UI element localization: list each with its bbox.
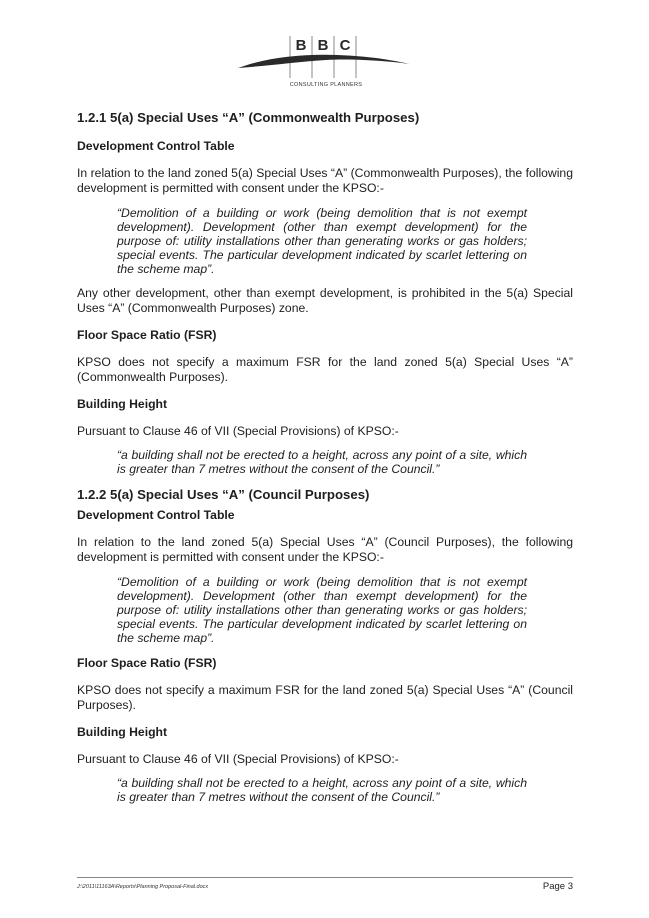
subheading: Development Control Table <box>77 508 235 522</box>
bbc-logo <box>236 34 412 96</box>
paragraph: Pursuant to Clause 46 of VII (Special Provisions) of KPSO:- <box>77 752 399 766</box>
paragraph: KPSO does not specify a maximum FSR for the land zoned 5(a) Special Uses “A” (Council Purposes). <box>77 683 573 712</box>
document-body <box>77 110 573 804</box>
paragraph: Pursuant to Clause 46 of VII (Special Provisions) of KPSO:- <box>77 424 399 438</box>
logo-tagline: CONSULTING PLANNERS <box>289 82 363 88</box>
subheading: Floor Space Ratio (FSR) <box>77 328 217 342</box>
page-footer <box>77 877 573 892</box>
subheading: Floor Space Ratio (FSR) <box>77 656 217 670</box>
subheading: Building Height <box>77 397 168 411</box>
paragraph: In relation to the land zoned 5(a) Special Uses “A” (Council Purposes), the following development is permitted with consent under the KPSO:- <box>77 535 573 564</box>
section-heading: 1.2.1 5(a) Special Uses “A” (Commonwealth Purposes) <box>77 110 420 125</box>
paragraph: KPSO does not specify a maximum FSR for the land zoned 5(a) Special Uses “A” (Commonwealth Purposes). <box>77 355 573 384</box>
page-number: Page 3 <box>542 881 573 892</box>
subheading: Building Height <box>77 725 168 739</box>
logo-letters <box>290 37 356 55</box>
section-heading: 1.2.2 5(a) Special Uses “A” (Council Purposes) <box>77 487 370 502</box>
paragraph: Any other development, other than exempt development, is prohibited in the 5(a) Special Uses “A” (Commonwealth Purposes) zone. <box>77 286 573 315</box>
block-quote: “Demolition of a building or work (being demolition that is not exempt development). Development (other than exempt development) for the purpose of: utility installations other than generating works or gas holders; special events. The particular development indicated by scarlet lettering on the scheme map”. <box>117 206 527 276</box>
logo-letter: B <box>317 37 329 54</box>
paragraph: In relation to the land zoned 5(a) Special Uses “A” (Commonwealth Purposes), the following development is permitted with consent under the KPSO:- <box>77 166 573 195</box>
block-quote: “a building shall not be erected to a height, across any point of a site, which is greater than 7 metres without the consent of the Council.” <box>117 776 527 804</box>
logo-letter: C <box>339 37 351 54</box>
logo-letter: B <box>295 37 307 54</box>
subheading: Development Control Table <box>77 139 235 153</box>
file-path: J:\2011\11163A\Reports\Planning Proposal-Final.docx <box>77 884 209 890</box>
block-quote: “a building shall not be erected to a height, across any point of a site, which is greater than 7 metres without the consent of the Council.” <box>117 448 527 476</box>
block-quote: “Demolition of a building or work (being demolition that is not exempt development). Development (other than exempt development) for the purpose of: utility installations other than generating works or gas holders; special events. The particular development indicated by scarlet lettering on the scheme map”. <box>117 575 527 645</box>
